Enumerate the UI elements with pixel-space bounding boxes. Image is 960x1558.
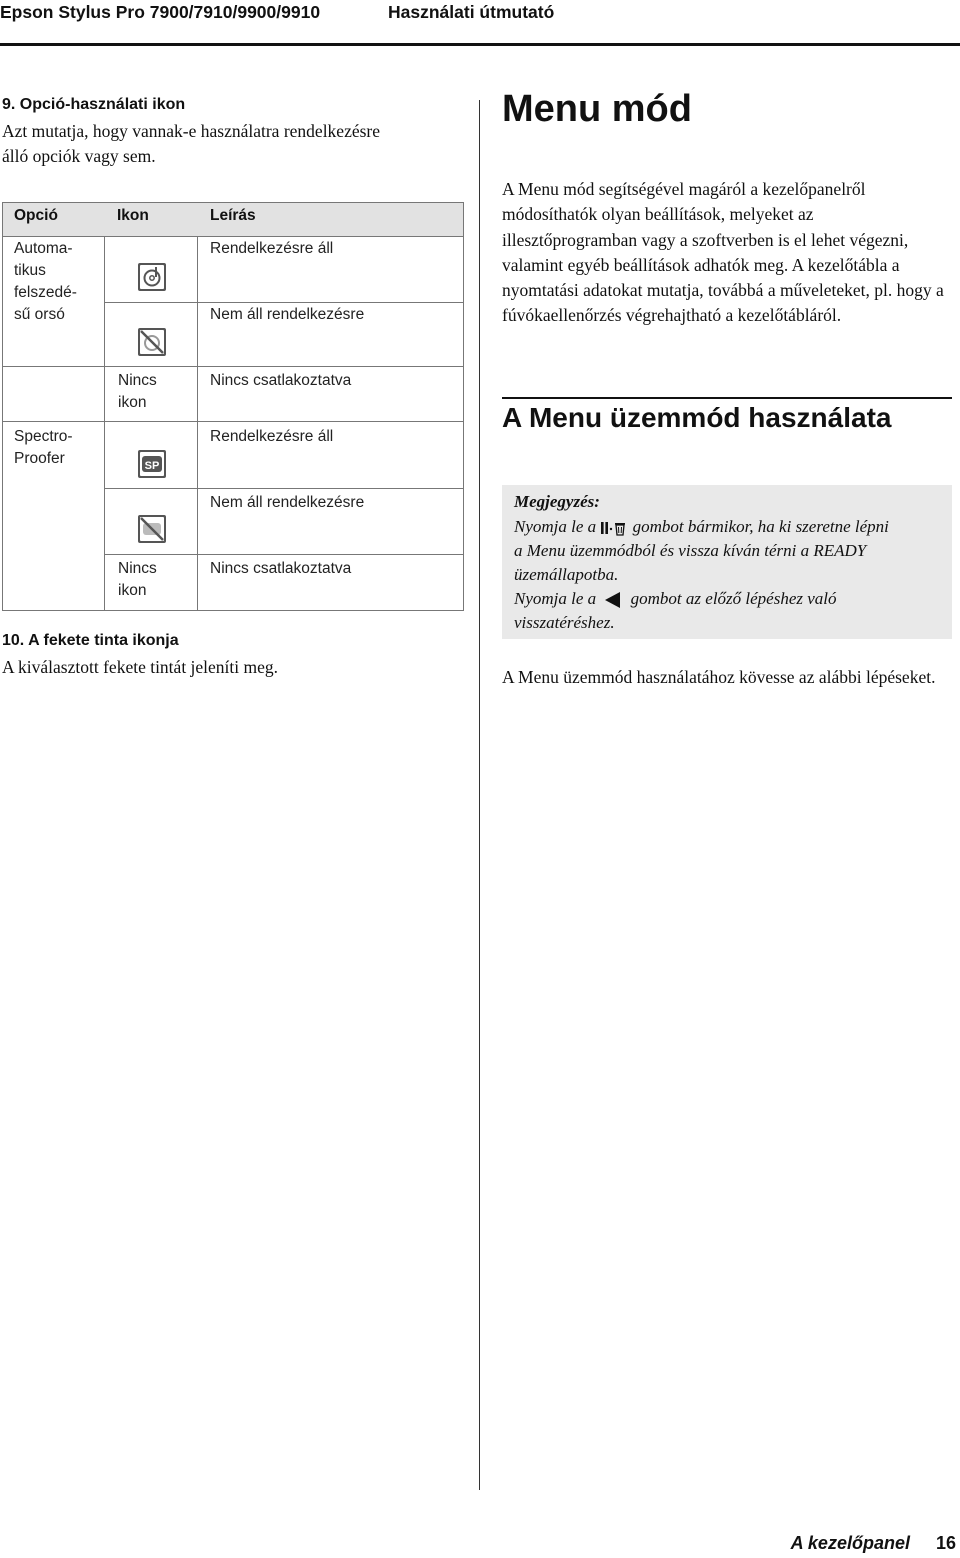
section9-text-line2: álló opciók vagy sem. <box>2 146 156 166</box>
column-divider <box>479 100 480 1490</box>
auto-reel-unavailable-icon <box>138 328 166 356</box>
product-name: Epson Stylus Pro 7900/7910/9900/9910 <box>0 2 321 22</box>
spectroproofer-label-1: Spectro- <box>14 428 73 445</box>
note-title: Megjegyzés: <box>514 492 600 511</box>
left-arrow-icon <box>600 591 626 609</box>
header-description: Leírás <box>210 207 256 224</box>
note-line-4-after: gombot az előző lépéshez való <box>630 589 837 608</box>
auto-reel-desc-unavailable: Nem áll rendelkezésre <box>210 306 365 323</box>
auto-reel-label-2: tikus <box>14 262 46 279</box>
auto-reel-desc-not-connected: Nincs csatlakoztatva <box>210 372 352 389</box>
table-rule <box>2 236 464 237</box>
auto-reel-no-icon-1: Nincs <box>118 372 157 389</box>
header-option: Opció <box>14 207 58 224</box>
svg-text:SP: SP <box>144 460 160 472</box>
note-line-2: a Menu üzemmódból és vissza kíván térni a READY <box>514 541 867 560</box>
header-icon: Ikon <box>117 207 149 224</box>
table-border <box>2 202 464 203</box>
spectroproofer-unavailable-icon <box>138 515 166 543</box>
page-header <box>0 0 960 44</box>
table-border <box>2 610 464 611</box>
section9-heading: 9. Opció-használati ikon <box>2 96 186 113</box>
auto-reel-label-4: sű orsó <box>14 306 65 323</box>
spectroproofer-no-icon-2: ikon <box>118 582 147 599</box>
note-line-5: visszatéréshez. <box>514 613 615 632</box>
section9-text-line1: Azt mutatja, hogy vannak-e használatra rendelkezésre <box>2 121 381 141</box>
note-line-1-after: gombot bármikor, ha ki szeretne lépni <box>632 517 889 536</box>
menu-mode-title: Menu mód <box>502 88 692 130</box>
page-number: 16 <box>935 1533 956 1553</box>
section10-heading: 10. A fekete tinta ikonja <box>2 632 179 649</box>
spectroproofer-available-icon <box>138 450 166 478</box>
pause-cancel-icon <box>600 520 628 536</box>
auto-reel-desc-available: Rendelkezésre áll <box>210 240 334 257</box>
note-line-1-before: Nyomja le a <box>514 517 597 536</box>
menu-mode-subheading: A Menu üzemmód használata <box>502 402 892 433</box>
spectroproofer-desc-not-connected: Nincs csatlakoztatva <box>210 560 352 577</box>
table-border <box>2 202 3 611</box>
footer-section: A kezelőpanel <box>790 1533 910 1553</box>
spectroproofer-label-2: Proofer <box>14 450 65 467</box>
page-footer <box>791 1533 956 1554</box>
note-line-4-before: Nyomja le a <box>514 589 597 608</box>
section10-text: A kiválasztott fekete tintát jeleníti meg. <box>2 657 279 677</box>
table-rule <box>104 488 464 489</box>
auto-reel-label-3: felszedé- <box>14 284 77 301</box>
subsection-rule <box>502 397 952 399</box>
menu-mode-intro: A Menu mód segítségével magáról a kezelőpanelről módosíthatók olyan beállítások, melyeket az illesztőprogramban vagy a szoftverben is el lehet végezni, valamint egyéb beállítások adhatók meg. A kezelőtábla a nyomtatási adatokat mutatja, továbbá a műveleteket, pl. hogy a fúvókaellenőrzés végrehajtható a kezelőtábláról. <box>502 179 944 326</box>
auto-reel-label-1: Automa- <box>14 240 73 257</box>
table-rule <box>2 421 464 422</box>
spectroproofer-no-icon-1: Nincs <box>118 560 157 577</box>
table-rule <box>2 366 464 367</box>
option-icon-table <box>2 202 464 611</box>
table-border <box>463 202 464 611</box>
manual-title: Használati útmutató <box>388 2 555 22</box>
note-line-4 <box>514 587 837 611</box>
note-box <box>502 485 952 639</box>
note-line-3: üzemállapotba. <box>514 565 619 584</box>
table-rule <box>104 302 464 303</box>
table-rule <box>104 554 464 555</box>
spectroproofer-desc-unavailable: Nem áll rendelkezésre <box>210 494 365 511</box>
menu-mode-steps-text: A Menu üzemmód használatához kövesse az alábbi lépéseket. <box>502 667 936 687</box>
auto-reel-no-icon-2: ikon <box>118 394 147 411</box>
note-line-1 <box>514 515 889 539</box>
spectroproofer-desc-available: Rendelkezésre áll <box>210 428 334 445</box>
header-rule <box>0 43 960 46</box>
auto-reel-available-icon <box>138 263 166 291</box>
